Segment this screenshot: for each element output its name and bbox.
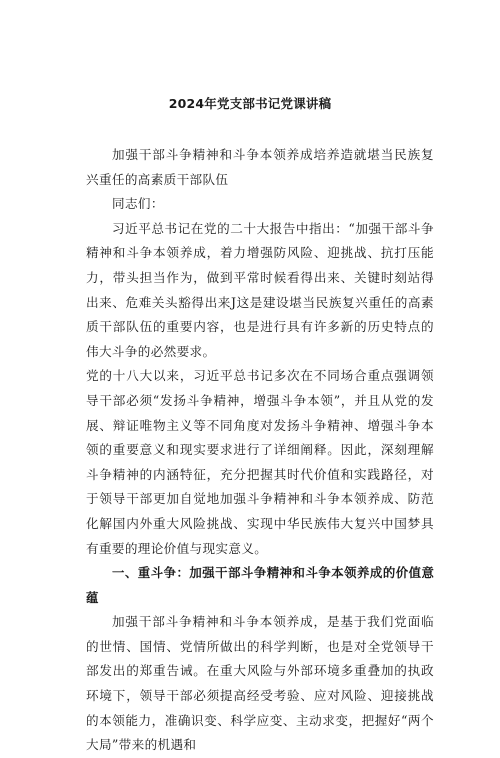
paragraph: 加强干部斗争精神和斗争本领养成，是基于我们党面临的世情、国情、党情所做出的科学判断，也是对全党领导干部发出的郑重告诫。在重大风险与外部环境多重叠加的执政环境下，领导干部必须提高经受考验、应对风险、迎接挑战的本领能力，准确识变、科学应变、主动求变，把握好“两个大局”带来的机遇和 [86, 614, 434, 753]
salutation: 同志们： [112, 196, 164, 212]
document-title: 2024年党支部书记党课讲稿 [168, 96, 332, 111]
document-subtitle: 加强干部斗争精神和斗争本领养成培养造就堪当民族复兴重任的高素质干部队伍 [86, 147, 434, 187]
section-heading: 一、重斗争：加强干部斗争精神和斗争本领养成的价值意蕴 [86, 565, 434, 605]
paragraph: 党的十八大以来，习近平总书记多次在不同场合重点强调领导干部必须“发扬斗争精神，增强斗争本领”，并且从党的发展、辩证唯物主义等不同角度对发扬斗争精神、增强斗争本领的重要意义和现实要求进行了详细阐释。因此，深刻理解斗争精神的内涵特征，充分把握其时代价值和实践路径，对于领导干部更加自觉地加强斗争精神和斗争本领养成、防范化解国内外重大风险挑战、实现中华民族伟大复兴中国梦具有重要的理论价值与现实意义。 [86, 368, 434, 556]
paragraph: 习近平总书记在党的二十大报告中指出：“加强干部斗争精神和斗争本领养成，着力增强防风险、迎挑战、抗打压能力，带头担当作为，做到平常时候看得出来、关键时刻站得出来、危难关头豁得出来J这是建设堪当民族复兴重任的高素质干部队伍的重要内容，也是进行具有许多新的历史特点的伟大斗争的必然要求。 [86, 220, 434, 359]
document-body [86, 143, 434, 758]
